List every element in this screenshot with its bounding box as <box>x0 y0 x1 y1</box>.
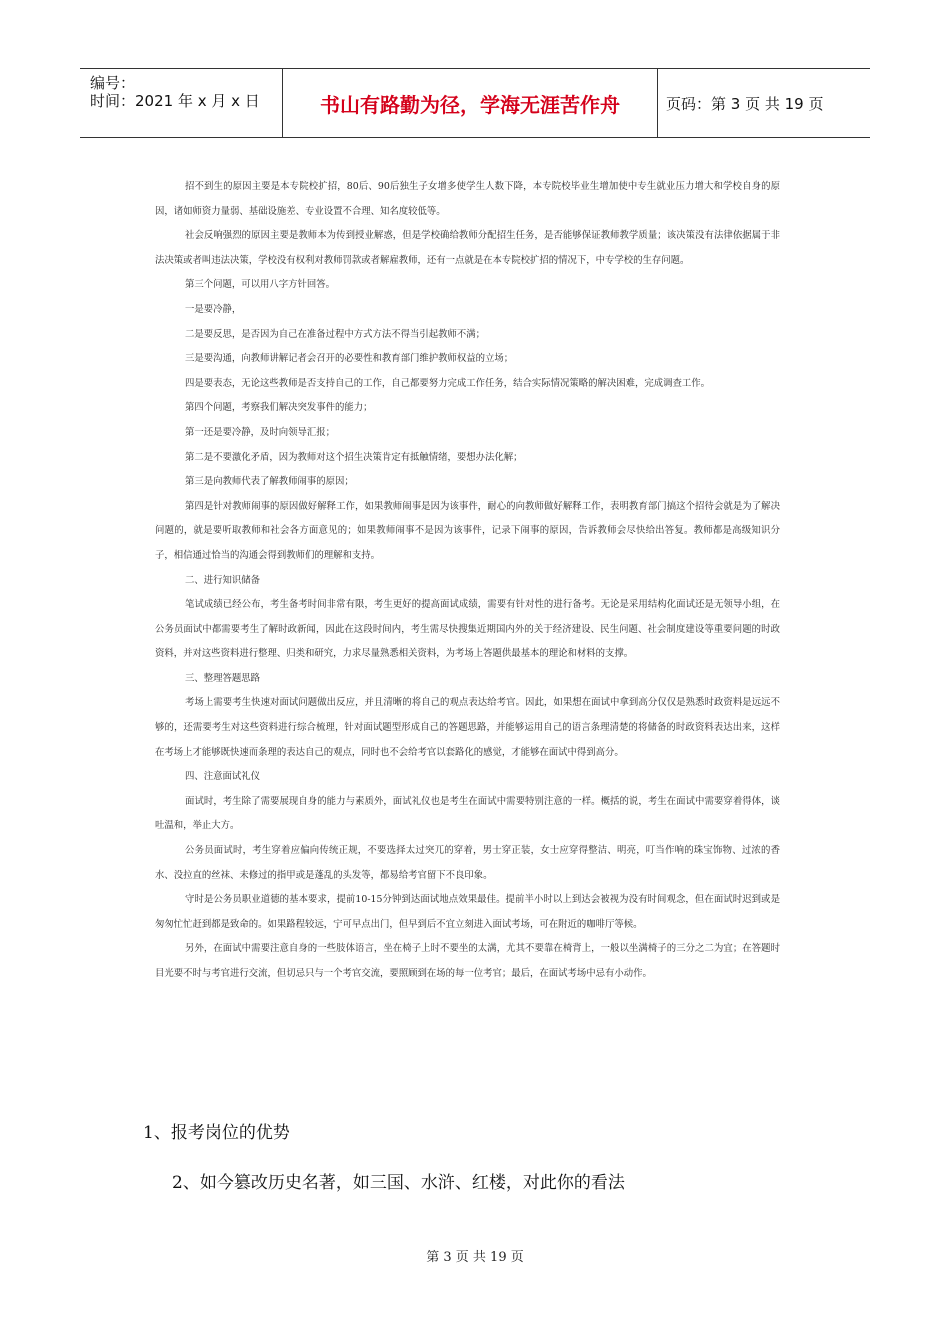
number-label: 编号： <box>90 74 136 92</box>
paragraph: 第三是向教师代表了解教师闹事的原因； <box>185 476 354 488</box>
paragraph: 招不到生的原因主要是本专院校扩招，80后、90后独生子女增多使学生人数下降，本专院校毕业生增加使中专生就业压力增大和学校自身的原因，诸如师资力量弱、基础设施差、专业设置不合理、知名度较低等。 <box>155 181 780 217</box>
document-body <box>155 175 780 987</box>
paragraph: 第二是不要激化矛盾，因为教师对这个招生决策肯定有抵触情绪，要想办法化解； <box>185 451 523 463</box>
header-motto-cell <box>283 69 658 137</box>
motto-text: 书山有路勤为径，学海无涯苦作舟 <box>320 92 620 117</box>
paragraph: 第一还是要冷静，及时向领导汇报； <box>185 426 336 438</box>
paragraph: 第三个问题，可以用八字方针回答。 <box>185 279 336 291</box>
paragraph: 二是要反思，是否因为自己在准备过程中方式方法不得当引起教师不满； <box>185 328 486 340</box>
paragraph: 另外，在面试中需要注意自身的一些肢体语言，坐在椅子上时不要坐的太满，尤其不要靠在椅背上，一般以坐满椅子的三分之二为宜；在答题时目光要不时与考官进行交流，但切忌只与一个考官交流，要照顾到在场的每一位考官；最后，在面试考场中忌有小动作。 <box>155 943 780 979</box>
page-number-cell: 页码：第 3 页 共 19 页 <box>666 94 824 113</box>
section-heading: 四、注意面试礼仪 <box>185 771 261 783</box>
paragraph: 第四是针对教师闹事的原因做好解释工作，如果教师闹事是因为该事件，耐心的向教师做好解释工作，表明教育部门搞这个招待会就是为了解决问题的，就是要听取教师和社会各方面意见的；如果教师闹事不是因为该事件，记录下闹事的原因，告诉教师会尽快给出答复。教师都是高级知识分子，相信通过恰当的沟通会得到教师们的理解和支持。 <box>155 500 780 561</box>
header-info-cell <box>80 69 283 137</box>
paragraph: 笔试成绩已经公布，考生备考时间非常有限，考生更好的提高面试成绩，需要有针对性的进行备考。无论是采用结构化面试还是无领导小组，在公务员面试中都需要考生了解时政新闻，因此在这段时间内，考生需尽快搜集近期国内外的关于经济建设、民生问题、社会制度建设等重要问题的时政资料，并对这些资料进行整理、归类和研究，力求尽量熟悉相关资料，为考场上答题供最基本的理论和材料的支撑。 <box>155 599 780 660</box>
paragraph: 考场上需要考生快速对面试问题做出反应，并且清晰的将自己的观点表达给考官。因此，如果想在面试中拿到高分仅仅是熟悉时政资料是远远不够的，还需要考生对这些资料进行综合梳理，针对面试题型形成自己的答题思路，并能够运用自己的语言条理清楚的将储备的时政资料表达出来，这样在考场上才能够既快速而条理的表达自己的观点，同时也不会给考官以套路化的感觉，才能够在面试中得到高分。 <box>155 697 780 758</box>
paragraph: 守时是公务员职业道德的基本要求，提前10-15分钟到达面试地点效果最佳。提前半小时以上到达会被视为没有时间观念，但在面试时迟到或是匆匆忙忙赶到都是致命的。如果路程较远，宁可早点出门，但早到后不宜立刻进入面试考场，可在附近的咖啡厅等候。 <box>155 894 780 930</box>
section-heading: 三、整理答题思路 <box>185 672 261 684</box>
page-footer: 第 3 页 共 19 页 <box>426 1250 524 1265</box>
time-label: 时间：2021 年 x 月 x 日 <box>90 92 260 110</box>
paragraph: 四是要表态，无论这些教师是否支持自己的工作，自己都要努力完成工作任务，结合实际情况策略的解决困难，完成调查工作。 <box>185 377 711 389</box>
paragraph: 第四个问题，考察我们解决突发事件的能力； <box>185 402 373 414</box>
paragraph: 一是要冷静， <box>185 303 242 315</box>
paragraph: 面试时，考生除了需要展现自身的能力与素质外，面试礼仪也是考生在面试中需要特别注意的一样。概括的说，考生在面试中需要穿着得体，谈吐温和，举止大方。 <box>155 795 780 832</box>
question-1: 1、报考岗位的优势 <box>143 1123 290 1143</box>
header-table <box>80 68 870 138</box>
section-heading: 二、进行知识储备 <box>185 574 261 586</box>
paragraph: 三是要沟通，向教师讲解记者会召开的必要性和教育部门维护教师权益的立场； <box>185 353 514 365</box>
question-2: 2、如今篡改历史名著，如三国、水浒、红楼，对此你的看法 <box>172 1173 625 1193</box>
paragraph: 社会反响强烈的原因主要是教师本为传到授业解惑，但是学校确给教师分配招生任务，是否能够保证教师教学质量；该决策没有法律依据属于非法决策或者叫违法决策，学校没有权利对教师罚款或者解雇教师，还有一点就是在本专院校扩招的情况下，中专学校的生存问题。 <box>155 230 780 266</box>
paragraph: 公务员面试时，考生穿着应偏向传统正规，不要选择太过突兀的穿着，男士穿正装，女士应穿得整洁、明亮，叮当作响的珠宝饰物、过浓的香水、没拉直的丝袜、未修过的指甲或是蓬乱的头发等，都易给考官留下不良印象。 <box>155 845 780 881</box>
